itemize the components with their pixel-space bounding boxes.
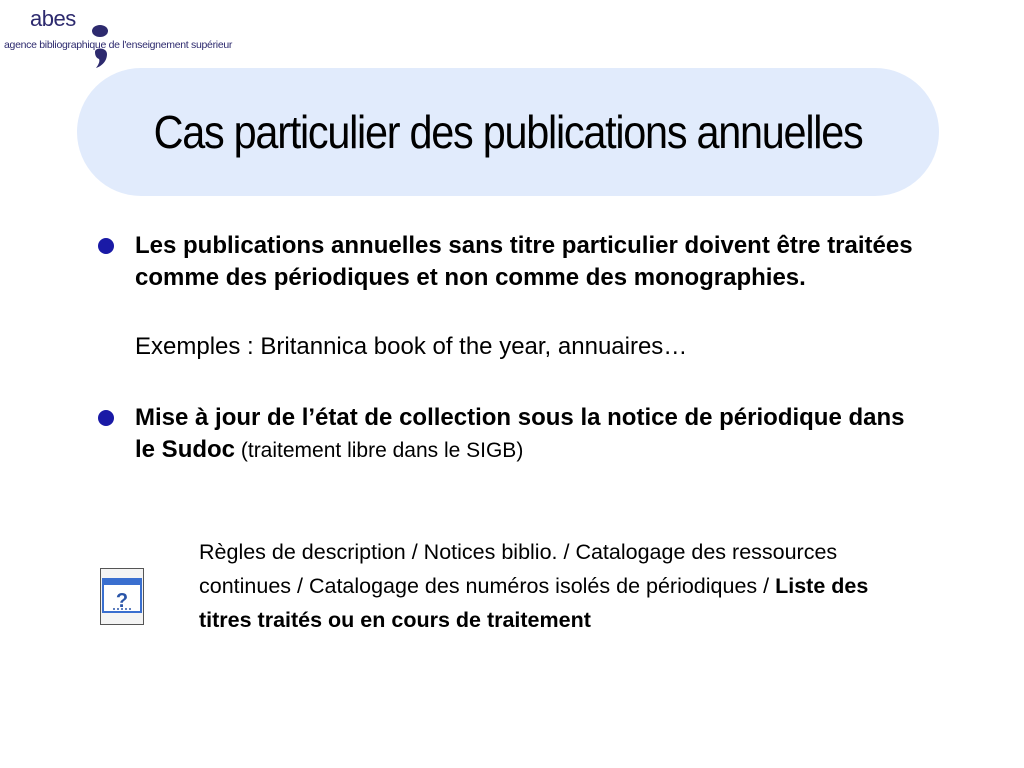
bullet-marker bbox=[98, 238, 114, 254]
reference-link[interactable]: Liste des titres traités ou en cours de traitement bbox=[199, 574, 869, 632]
bullet-text-bold: Mise à jour de l’état de collection sous la notice de périodique dans le Sudoc bbox=[135, 404, 905, 463]
reference-path: Règles de description / Notices biblio. / Catalogage des ressources continues / Catalogage des numéros isolés de périodiques / bbox=[199, 540, 838, 598]
bullet-marker bbox=[98, 410, 114, 426]
title-band bbox=[77, 68, 939, 196]
bullet-text-aside: (traitement libre dans le SIGB) bbox=[235, 439, 524, 462]
reference-text bbox=[199, 535, 879, 637]
logo-tagline: agence bibliographique de l'enseignement supérieur bbox=[4, 39, 233, 51]
abes-logo bbox=[0, 0, 240, 70]
bullet-example: Exemples : Britannica book of the year, annuaires… bbox=[135, 333, 688, 360]
help-document-icon[interactable] bbox=[100, 568, 144, 625]
bullet-text-collection bbox=[135, 402, 925, 467]
logo-name: abes bbox=[30, 6, 76, 31]
slide-title: Cas particulier des publications annuelles bbox=[153, 106, 863, 158]
bullet-text: Les publications annuelles sans titre particulier doivent être traitées comme des périodiques et non comme des monographies. bbox=[135, 232, 913, 291]
svg-text:?: ? bbox=[115, 590, 129, 612]
